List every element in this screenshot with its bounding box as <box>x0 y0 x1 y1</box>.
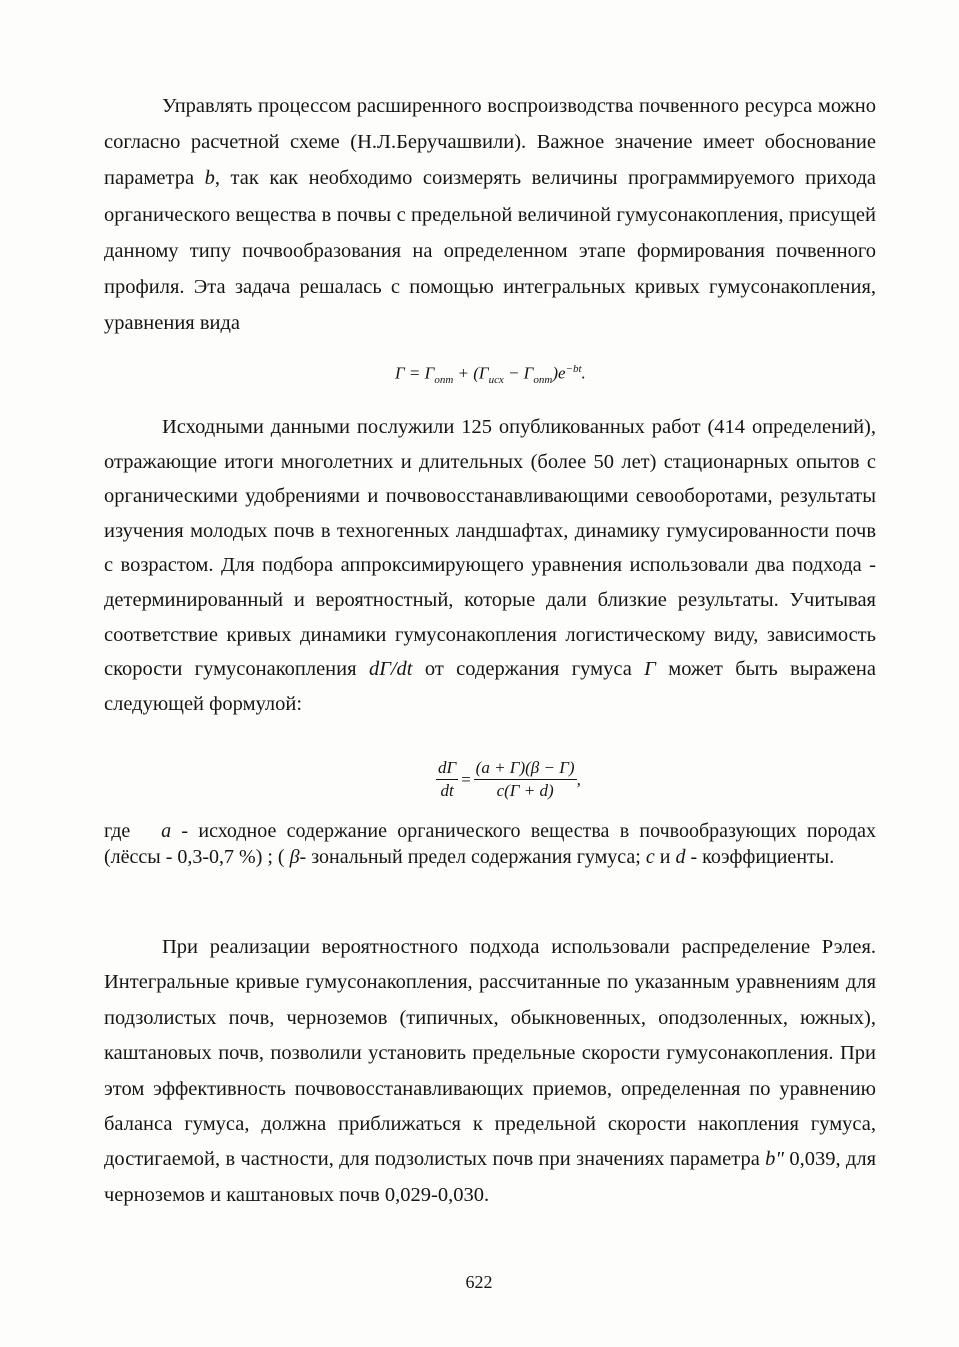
note-lead: где <box>104 820 131 842</box>
paragraph-rayleigh <box>104 930 876 1213</box>
derivative-term: dГ/dt <box>368 658 413 681</box>
rate-denominator: c(Г + d) <box>496 781 554 800</box>
formula1-mid: + (Г <box>453 363 489 383</box>
derivative-denominator: dt <box>440 781 454 800</box>
paragraph1-text2: , так как необходимо соизмерять величины программируемого прихода органического вещества в почвы с предельной величиной гумусонакопления, присущей данному типу почвообразования на определенном этапе формирования почвенного профиля. Эта задача решалась с помощью интегральных кривых гумусонакопления, уравнения вида <box>104 167 876 335</box>
rate-numerator: (a + Г)(β − Г) <box>474 758 577 780</box>
parameter-b: b <box>204 167 215 190</box>
parameter-b-double-prime: b" <box>765 1148 784 1171</box>
paragraph-humus-management <box>104 88 876 341</box>
paragraph4-text: При реализации вероятностного подхода использовали распределение Рэлея. Интегральные кривые гумусонакопления, рассчитанные по указанным уравнениям для подзолистых почв, черноземов (типичных, обыкновенных, оподзоленных, южных), каштановых почв, позволили установить предельные скорости гумусонакопления. При этом эффективность почвовосстанавливающих приемов, определенная по уравнению баланса гумуса, должна приближаться к предельной скорости накопления гумуса, достигаемой, в частности, для подзолистых почв при значениях параметра <box>104 936 876 1171</box>
paragraph4-text2: 0,039, для черноземов и каштановых почв 0,029-0,030. <box>104 1148 877 1206</box>
paragraph2-text3: может быть выражена следующей формулой: <box>104 658 877 715</box>
formula2-comma: , <box>576 769 581 789</box>
note-text3: - коэффициенты. <box>685 846 835 868</box>
variable-c: c <box>645 846 655 868</box>
note-text1: - исходное содержание органического вещества в почвообразующих породах (лёссы - 0,3-0,7 %) ; ( <box>104 820 877 868</box>
formula1-minus: − Г <box>503 363 534 383</box>
variable-d: d <box>675 846 686 868</box>
page-number: 622 <box>465 1272 493 1292</box>
formula1-sub-opt2: опт <box>533 374 553 387</box>
integral-curve-formula <box>395 363 586 386</box>
paragraph1-text: Управлять процессом расширенного воспроизводства почвенного ресурса можно согласно расчетной схеме (Н.Л.Беручашвили). Важное значение имеет обоснование параметра <box>104 95 876 190</box>
formula1-end: . <box>581 363 586 383</box>
variable-a: a <box>161 820 172 842</box>
formula1-close: )e <box>552 363 566 383</box>
formula1-sub-isx: исх <box>488 374 504 387</box>
formula1-lhs: Г = Г <box>395 363 435 383</box>
rate-fraction <box>474 758 577 801</box>
humus-rate-formula <box>436 758 581 801</box>
paragraph2-text: Исходными данными послужили 125 опубликованных работ (414 определений), отражающие итоги многолетних и длительных (более 50 лет) стационарных опытов с органическими удобрениями и почвовосстанавливающими севооборотами, результаты изучения молодых почв в техногенных ландшафтах, динамику гумусированности почв с возрастом. Для подбора аппроксимирующего уравнения использовали два подхода - детерминированный и вероятностный, которые дали близкие результаты. Учитывая соответствие кривых динамики гумусонакопления логистическому виду, зависимость скорости гумусонакопления <box>104 416 876 681</box>
note-and: и <box>654 846 676 868</box>
derivative-numerator: dГ <box>436 758 458 780</box>
paragraph-source-data <box>104 410 876 721</box>
formula1-sub-opt: опт <box>434 374 454 387</box>
derivative-fraction <box>436 758 458 801</box>
variable-beta: β <box>289 846 300 868</box>
gamma-symbol: Г <box>644 658 656 681</box>
formula1-exponent: −bt <box>565 363 582 375</box>
equals-sign: = <box>460 769 472 789</box>
note-text2: - зональный предел содержания гумуса; <box>299 846 641 868</box>
variable-definitions <box>104 818 876 870</box>
paragraph2-text2: от содержания гумуса <box>412 658 632 681</box>
